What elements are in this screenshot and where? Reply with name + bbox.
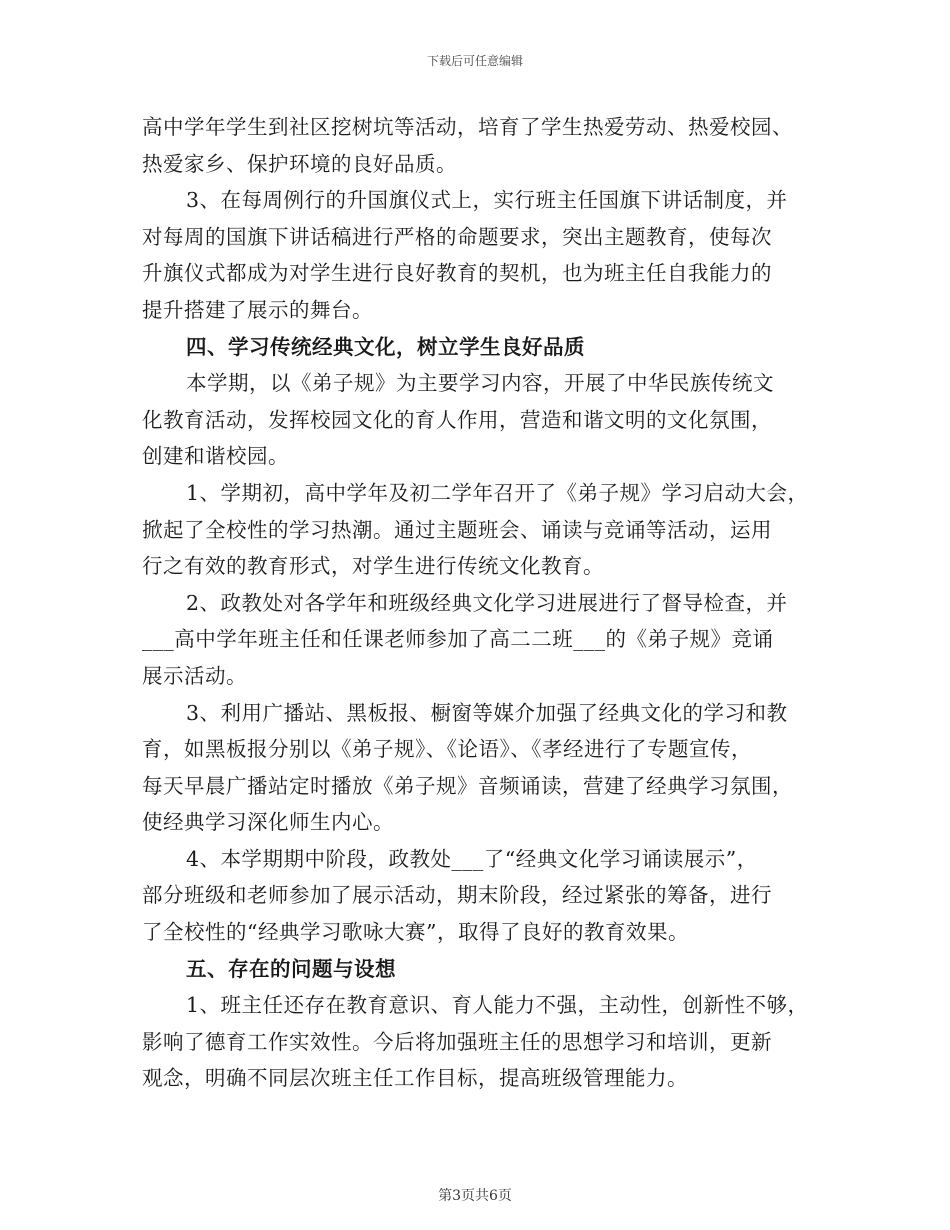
paragraph — [142, 109, 822, 182]
text-line: 1、班主任还存在教育意识、育人能力不强，主动性，创新性不够， — [186, 993, 809, 1018]
text-line: 了全校性的“经典学习歌咏大赛”，取得了良好的教育效果。 — [142, 920, 689, 945]
text-line: 创建和谐校园。 — [142, 444, 289, 469]
paragraph — [142, 695, 822, 841]
text-line: 高中学年学生到社区挖树坑等活动，培育了学生热爱劳动、热爱校园、 — [142, 115, 793, 139]
paragraph — [142, 585, 822, 695]
page-number: 第3页共6页 — [438, 1188, 512, 1204]
text-line: 本学期，以《弟子规》为主要学习内容，开展了中华民族传统文 — [186, 371, 774, 396]
text-line: 3、利用广播站、黑板报、橱窗等媒介加强了经典文化的学习和教 — [186, 700, 788, 725]
section-heading: 四、学习传统经典文化，树立学生良好品质 — [186, 334, 585, 359]
text-line: 观念，明确不同层次班主任工作目标，提高班级管理能力。 — [142, 1066, 688, 1091]
text-line: 热爱家乡、保护环境的良好品质。 — [142, 151, 457, 176]
text-line: 对每周的国旗下讲话稿进行严格的命题要求，突出主题教育，使每次 — [142, 224, 772, 249]
document-body — [142, 109, 822, 1097]
text-line: 2、政教处对各学年和班级经典文化学习进展进行了督导检查，并 — [186, 590, 788, 615]
section-heading: 五、存在的问题与设想 — [186, 956, 396, 981]
text-line: ___高中学年班主任和任课老师参加了高二二班___的《弟子规》竞诵 — [142, 627, 774, 652]
text-line: 每天早晨广播站定时播放《弟子规》音频诵读，营建了经典学习氛围， — [142, 773, 793, 798]
text-line: 提升搭建了展示的舞台。 — [142, 297, 373, 322]
text-line: 展示活动。 — [142, 663, 247, 688]
text-line: 育，如黑板报分别以《弟子规》、《论语》、《孝经进行了专题宣传， — [142, 737, 752, 762]
paragraph — [142, 841, 822, 951]
text-line: 使经典学习深化师生内心。 — [142, 810, 394, 835]
text-line: 4、本学期期中阶段，政教处___了“经典文化学习诵读展示”， — [186, 846, 758, 871]
page-header-note: 下载后可任意编辑 — [426, 54, 523, 68]
text-line: 部分班级和老师参加了展示活动，期末阶段，经过紧张的筹备，进行 — [142, 883, 772, 908]
paragraph — [142, 182, 822, 328]
paragraph — [142, 475, 822, 585]
text-line: 3、在每周例行的升国旗仪式上，实行班主任国旗下讲话制度，并 — [186, 188, 788, 213]
text-line: 升旗仪式都成为对学生进行良好教育的契机，也为班主任自我能力的 — [142, 261, 772, 286]
text-line: 影响了德育工作实效性。今后将加强班主任的思想学习和培训，更新 — [142, 1029, 772, 1054]
text-line: 行之有效的教育形式，对学生进行传统文化教育。 — [142, 554, 604, 579]
paragraph — [142, 365, 822, 475]
paragraph — [142, 987, 822, 1097]
text-line: 掀起了全校性的学习热潮。通过主题班会、诵读与竞诵等活动，运用 — [142, 517, 772, 542]
text-line: 1、学期初，高中学年及初二学年召开了《弟子规》学习启动大会， — [186, 480, 809, 505]
text-line: 化教育活动，发挥校园文化的育人作用，营造和谐文明的文化氛围， — [142, 407, 772, 432]
